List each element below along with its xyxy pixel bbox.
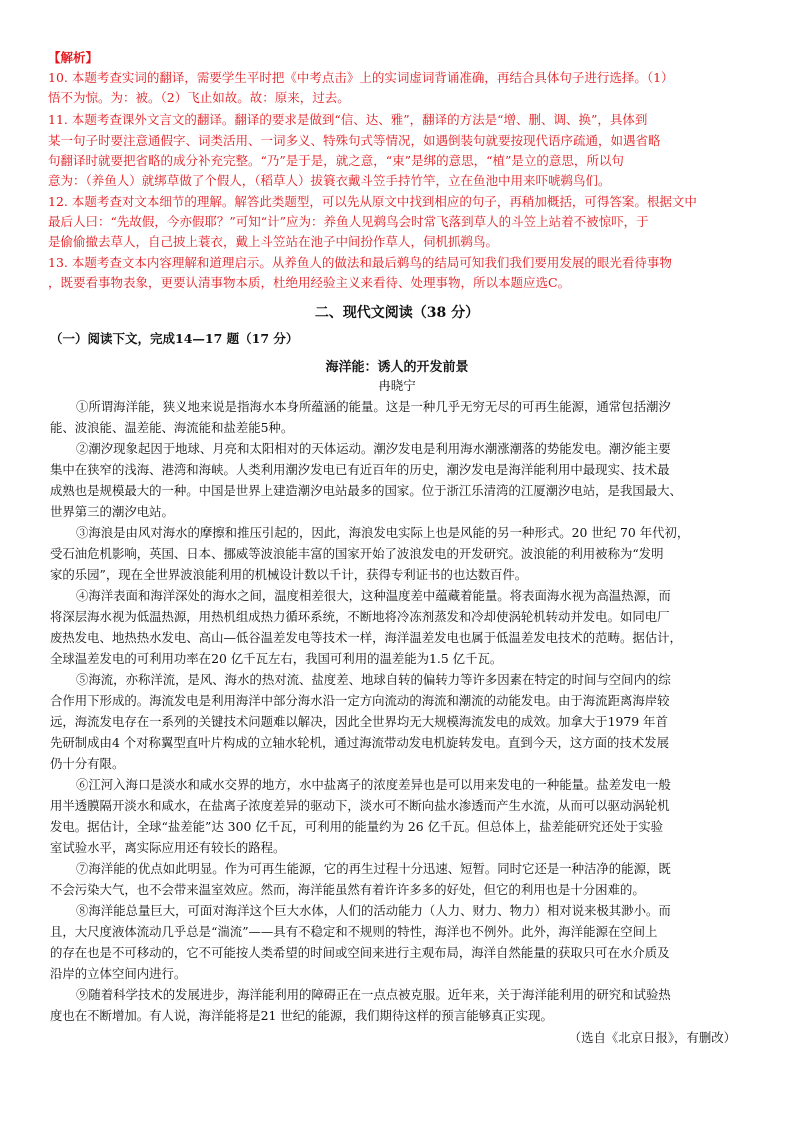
article-line: 发电。据估计，全球“盐差能”达 300 亿千瓦，可利用的能量约为 26 亿千瓦。但总体上，盐差能研究还处于实验 — [50, 819, 664, 834]
article-line: 用半透膜隔开淡水和咸水，在盐离子浓度差异的驱动下，淡水可不断向盐水渗透而产生水流，从而可以驱动涡轮机 — [50, 798, 670, 813]
article-line: ⑧海洋能总量巨大，可面对海洋这个巨大水体，人们的活动能力（人力、财力、物力）相对说来极其渺小。而 — [76, 903, 671, 918]
article-line: 先研制成由4 个对称翼型直叶片构成的立轴水轮机，通过海流带动发电机旋转发电。直到今天，这方面的技术发展 — [50, 735, 669, 750]
article-line: 不会污染大气，也不会带来温室效应。然而，海洋能虽然有着许许多多的好处，但它的利用也是十分困难的。 — [50, 882, 645, 897]
article-line: ③海浪是由风对海水的摩擦和推压引起的，因此，海浪发电实际上也是风能的另一种形式。20 世纪 70 年代初， — [76, 525, 690, 540]
article-line: 废热发电、地热热水发电、高山—低谷温差发电等技术一样，海洋温差发电也属于低温差发电技术的范畴。据估计， — [50, 630, 682, 645]
analysis-line: ，既要看事物表象，更要认清事物本质，杜绝用经验主义来看待、处理事物，所以本题应选C。 — [48, 275, 571, 290]
article-line: 室试验水平，离实际应用还有较长的路程。 — [50, 840, 286, 855]
article-line: 能、波浪能、温差能、海流能和盐差能5种。 — [50, 420, 294, 435]
article-line: 将深层海水视为低温热源，用热机组成热力循环系统，不断地将冷冻剂蒸发和冷却使涡轮机转动并发电。如同电厂 — [50, 609, 670, 624]
article-line: 远，海流发电存在一系列的关键技术问题难以解决，因此全世界均无大规模海流发电的成效。加拿大于1979 年首 — [50, 714, 668, 729]
analysis-heading: 【解析】 — [48, 50, 99, 65]
analysis-line: 11. 本题考查课外文言文的翻译。翻译的要求是做到“信、达、雅”，翻译的方法是“增、删、调、换”，具体到 — [48, 112, 648, 127]
section-title: 二、现代文阅读（38 分） — [314, 305, 480, 321]
article-line: 家的乐园”，现在全世界波浪能利用的机械设计数以千计，获得专利证书的也达数百件。 — [50, 567, 528, 582]
article-line: 的存在也是不可移动的，它不可能按人类希望的时间或空间来进行主观布局，海洋自然能量的获取只可在水介质及 — [50, 945, 670, 960]
article-line: 合作用下形成的。海流发电是利用海洋中部分海水沿一定方向流动的海流和潮流的动能发电。由于海流距离海岸较 — [50, 693, 670, 708]
analysis-line: 某一句子时要注意通假字、词类活用、一词多义、特殊句式等情况，如遇倒装句就要按现代语序疏通，如遇省略 — [48, 133, 661, 148]
analysis-line: 悟不为惊。为：被。（2）飞止如故。故：原来，过去。 — [48, 90, 350, 105]
article-title: 海洋能：诱人的开发前景 — [325, 360, 469, 375]
analysis-line: 10. 本题考查实词的翻译，需要学生平时把《中考点击》上的实词虚词背诵准确，再结合具体句子进行选择。（1） — [48, 70, 674, 85]
article-author: 冉晓宁 — [378, 378, 416, 393]
article-line: 成熟也是规模最大的一种。中国是世界上建造潮汐电站最多的国家。位于浙江乐清湾的江厦潮汐电站，是我国最大、 — [50, 483, 682, 498]
analysis-line: 意为：（养鱼人）就绑草做了个假人，（稻草人）拔簑衣戴斗笠手持竹竿，立在鱼池中用来吓唬鹈鸟们。 — [48, 173, 611, 188]
analysis-line: 13. 本题考查文本内容理解和道理启示。从养鱼人的做法和最后鹈鸟的结局可知我们我们要用发展的眼光看待事物 — [48, 255, 672, 270]
analysis-line: 句翻译时就要把省略的成分补充完整。“乃”是于是，就之意，“束”是绑的意思，“植”是立的意思，所以句 — [48, 153, 624, 168]
article-line: 全球温差发电的可利用功率在20 亿千瓦左右，我国可利用的温差能为1.5 亿千瓦。 — [50, 651, 503, 666]
article-line: 集中在狭窄的浅海、港湾和海峡。人类利用潮汐发电已有近百年的历史，潮汐发电是海洋能利用中最现实、技术最 — [50, 462, 670, 477]
article-line: ⑥江河入海口是淡水和咸水交界的地方，水中盐离子的浓度差异也是可以用来发电的一种能量。盐差发电一般 — [76, 777, 671, 792]
analysis-line: 是偷偷撤去草人，自己披上蓑衣，戴上斗笠站在池子中间扮作草人，伺机抓鹈鸟。 — [48, 234, 499, 249]
article-line: ⑦海洋能的优点如此明显。作为可再生能源，它的再生过程十分迅速、短暂。同时它还是一种洁净的能源，既 — [76, 861, 671, 876]
section-subtitle: （一）阅读下文，完成14—17 题（17 分） — [50, 331, 299, 346]
article-line: ②潮汐现象起因于地球、月亮和太阳相对的天体运动。潮汐发电是利用海水潮涨潮落的势能发电。潮汐能主要 — [76, 441, 671, 456]
article-line: ④海洋表面和海洋深处的海水之间，温度相差很大，这种温度差中蕴藏着能量。将表面海水视为高温热源，而 — [76, 588, 671, 603]
article-line: 沿岸的立体空间内进行。 — [50, 966, 187, 981]
analysis-line: 最后人曰：“先故假，今亦假耶？”可知“计”应为：养鱼人见鹈鸟会时常飞落到草人的斗笠上站着不被惊吓，于 — [48, 214, 649, 229]
article-line: 仍十分有限。 — [50, 756, 125, 771]
analysis-line: 12. 本题考查对文本细节的理解。解答此类题型，可以先从原文中找到相应的句子，再稍加概括，可得答案。根据文中 — [48, 194, 697, 209]
article-line: 度也在不断增加。有人说，海洋能将是21 世纪的能源，我们期待这样的预言能够真正实现。 — [50, 1008, 553, 1023]
article-line: ①所谓海洋能，狭义地来说是指海水本身所蕴涵的能量。这是一种几乎无穷无尽的可再生能源，通常包括潮汐 — [76, 399, 671, 414]
article-source: （选自《北京日报》，有删改） — [568, 1030, 736, 1045]
article-line: 受石油危机影响，英国、日本、挪威等波浪能丰富的国家开始了波浪发电的开发研究。波浪能的利用被称为“发明 — [50, 546, 664, 561]
article-line: 且，大尺度液体流动几乎总是“湍流”——具有不稳定和不规则的特性，海洋也不例外。此外，海洋能源在空间上 — [50, 924, 658, 939]
article-line: ⑤海流，亦称洋流，是风、海水的热对流、盐度差、地球自转的偏转力等许多因素在特定的时间与空间内的综 — [76, 672, 671, 687]
article-line: 世界第三的潮汐电站。 — [50, 504, 174, 519]
article-line: ⑨随着科学技术的发展进步，海洋能利用的障碍正在一点点被克服。近年来，关于海洋能利用的研究和试验热 — [76, 987, 671, 1002]
